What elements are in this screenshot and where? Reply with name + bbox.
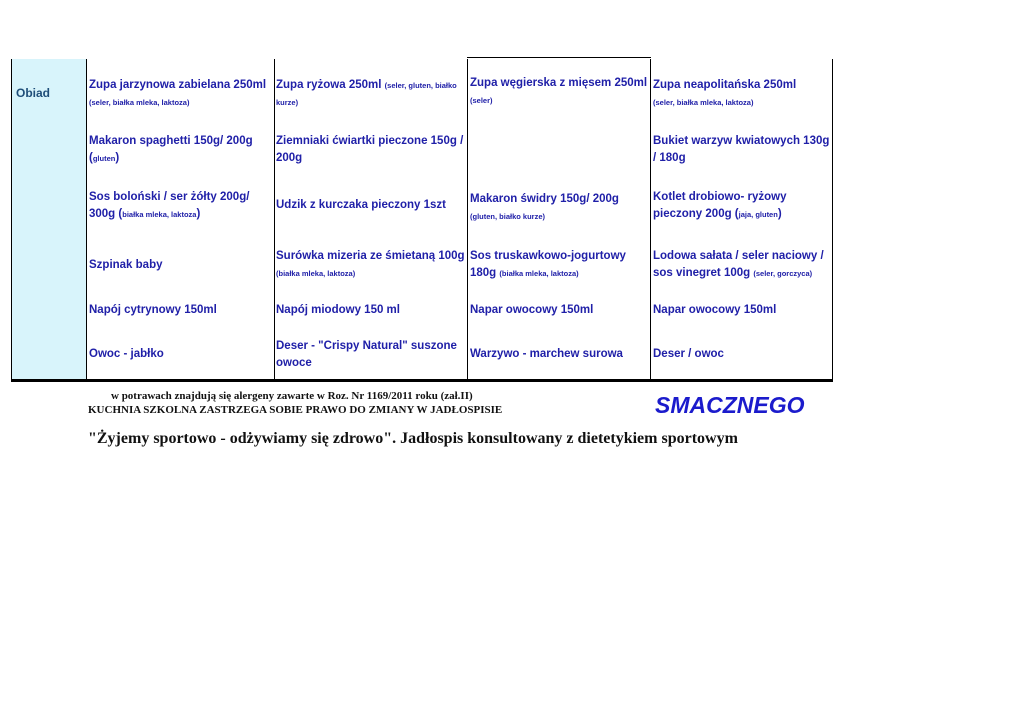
menu-item: Makaron świdry 150g/ 200g (gluten, białko kurze) [470,193,619,221]
menu-item: Napój miodowy 150 ml [276,304,400,316]
menu-item: Napar owocowy 150ml [653,304,777,316]
allergen-note: w potrawach znajdują się alergeny zawarte w Roz. Nr 1169/2011 roku (zał.II) [111,390,473,402]
menu-item: Owoc - jabłko [89,348,164,360]
menu-item: Bukiet warzyw kwiatowych 130g / 180g [653,135,830,164]
meal-label: Obiad [16,86,51,100]
menu-item: Sos truskawkowo-jogurtowy 180g (białka mleka, laktoza) [470,250,626,279]
menu-item: Napar owocowy 150ml [470,304,594,316]
menu-table [11,59,833,382]
menu-item: Makaron spaghetti 150g/ 200g (gluten) [89,135,253,164]
menu-item: Ziemniaki ćwiartki pieczone 150g / 200g [276,135,464,164]
menu-item: Zupa ryżowa 250ml (seler, gluten, białko kurze) [276,79,457,107]
change-note: KUCHNIA SZKOLNA ZASTRZEGA SOBIE PRAWO DO ZMIANY W JADŁOSPISIE [88,404,503,416]
menu-item: Sos boloński / ser żółty 200g/ 300g (białka mleka, laktoza) [89,191,250,220]
meal-label-column [12,59,86,379]
table-border [274,59,275,382]
menu-item: Warzywo - marchew surowa [470,348,623,360]
menu-item: Napój cytrynowy 150ml [89,304,217,316]
menu-item: Zupa węgierska z mięsem 250ml (seler) [470,77,648,105]
slogan: "Żyjemy sportowo - odżywiamy się zdrowo". Jadłospis konsultowany z dietetykiem sportowym [88,430,738,447]
menu-item: Szpinak baby [89,259,163,271]
menu-item: Udzik z kurczaka pieczony 1szt [276,199,447,211]
menu-item: Lodowa sałata / seler naciowy / sos vinegret 100g (seler, gorczyca) [653,250,824,279]
menu-item: Deser - "Crispy Natural" suszone owoce [276,340,457,369]
menu-item: Surówka mizeria ze śmietaną 100g (białka mleka, laktoza) [276,250,465,278]
menu-item: Zupa neapolitańska 250ml (seler, białka mleka, laktoza) [653,79,797,107]
table-border [11,59,12,382]
table-bottom-border [11,379,833,382]
menu-item: Kotlet drobiowo- ryżowy pieczony 200g (jaja, gluten) [653,191,787,220]
table-border [86,59,87,382]
smacznego-heading: SMACZNEGO [655,392,805,418]
menu-item: Zupa jarzynowa zabielana 250ml (seler, białka mleka, laktoza) [89,79,267,107]
menu-item: Deser / owoc [653,348,724,360]
